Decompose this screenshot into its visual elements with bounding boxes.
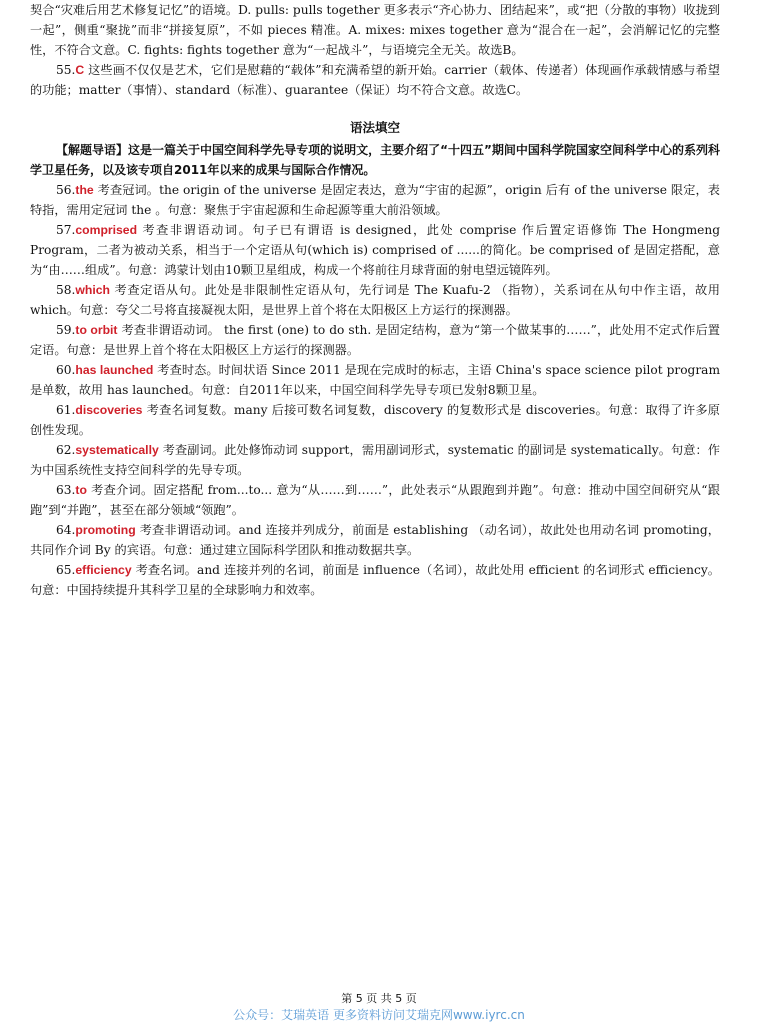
item-number: 63. bbox=[56, 483, 76, 497]
answer-item bbox=[30, 480, 720, 520]
answer-item bbox=[30, 520, 720, 560]
item-text: 考查时态。时间状语 Since 2011 是现在完成时的标志，主语 China's space science pilot program 是单数，故用 has launched。句意：自2011年以来，中国空间科学先导专项已发射8颗卫星。 bbox=[30, 363, 721, 397]
item-answer: comprised bbox=[75, 223, 138, 237]
answer-item bbox=[30, 280, 720, 320]
answer-item bbox=[30, 400, 720, 440]
item-number: 59. bbox=[56, 323, 76, 337]
answer-item bbox=[30, 560, 720, 600]
item-text: 考查非谓语动词。and 连接并列成分，前面是 establishing （动名词），故此处也用动名词 promoting，共同作介词 By 的宾语。句意：通过建立国际科学团队和推动数据共享。 bbox=[30, 523, 720, 557]
item-text: 考查副词。此处修饰动词 support，需用副词形式，systematic 的副词是 systematically。句意：作为中国系统性支持空间科学的先导专项。 bbox=[30, 443, 720, 477]
item-text: 考查名词。and 连接并列的名词，前面是 influence（名词），故此处用 efficient 的名词形式 efficiency。句意：中国持续提升其科学卫星的全球影响力和效率。 bbox=[30, 563, 720, 597]
q55-text: 这些画不仅仅是艺术，它们是慰藉的“载体”和充满希望的新开始。carrier（载体、传递者）体现画作承载情感与希望的功能；matter（事情）、standard（标准）、guarantee（保证）均不符合文意。故选C。 bbox=[30, 63, 720, 97]
footer-watermark-link[interactable]: 公众号：艾瑞英语 更多资料访问艾瑞克网www.iyrc.cn bbox=[233, 1008, 525, 1022]
section-title: 语法填空 bbox=[349, 120, 400, 135]
item-number: 64. bbox=[56, 523, 76, 537]
item-answer: the bbox=[75, 183, 94, 197]
item-text: 考查非谓语动词。句子已有谓语 is designed，此处 comprise 作后置定语修饰 The Hongmeng Program，二者为被动关系，相当于一个定语从句(which is) comprised of ......的简化。be comprised of 是固定搭配，意为“由……组成”。句意：鸿蒙计划由10颗卫星组成，构成一个将前往月球背面的射电望远镜阵列。 bbox=[30, 223, 720, 277]
item-text: 考查介词。固定搭配 from...to... 意为“从……到……”，此处表示“从跟跑到并跑”。句意：推动中国空间研究从“跟跑”到“并跑”，甚至在部分领域“领跑”。 bbox=[30, 483, 720, 517]
item-text: 考查冠词。the origin of the universe 是固定表达，意为“宇宙的起源”，origin 后有 of the universe 限定，表特指，需用定冠词 the 。句意：聚焦于宇宙起源和生命起源等重大前沿领域。 bbox=[30, 183, 720, 217]
answer-item bbox=[30, 440, 720, 480]
answer-list bbox=[30, 180, 720, 600]
item-number: 58. bbox=[56, 283, 76, 297]
item-answer: which bbox=[75, 283, 110, 297]
item-answer: efficiency bbox=[75, 563, 132, 577]
q54-explanation-continued: 契合“灾难后用艺术修复记忆”的语境。D. pulls: pulls together 更多表示“齐心协力、团结起来”，或“把（分散的事物）收拢到一起”，侧重“聚拢”而非“拼接复原”，不如 pieces 精准。A. mixes: mixes together 意为“混合在一起”，会消解记忆的完整性，不符合文意。C. fights: fights together 意为“一起战斗”，与语境完全无关。故选B。 bbox=[30, 3, 720, 57]
answer-item bbox=[30, 220, 720, 280]
item-text: 考查非谓语动词。 the first (one) to do sth. 是固定结构，意为“第一个做某事的……”，此处用不定式作后置定语。句意：是世界上首个将在太阳极区上方运行的探测器。 bbox=[30, 323, 720, 357]
q55-explanation bbox=[30, 60, 720, 100]
item-number: 65. bbox=[56, 563, 76, 577]
item-answer: to orbit bbox=[75, 323, 118, 337]
item-number: 57. bbox=[56, 223, 76, 237]
q55-number: 55. bbox=[56, 63, 76, 77]
answer-item bbox=[30, 180, 720, 220]
item-number: 56. bbox=[56, 183, 76, 197]
answer-item bbox=[30, 360, 720, 400]
document-body bbox=[30, 0, 720, 600]
item-number: 62. bbox=[56, 443, 76, 457]
section-guide: 【解题导语】这是一篇关于中国空间科学先导专项的说明文，主要介绍了“十四五”期间中国科学院国家空间科学中心的系列科学卫星任务，以及该专项自2011年以来的成果与国际合作情况。 bbox=[30, 143, 720, 177]
item-number: 60. bbox=[56, 363, 76, 377]
item-answer: promoting bbox=[75, 523, 136, 537]
item-number: 61. bbox=[56, 403, 76, 417]
answer-item bbox=[30, 320, 720, 360]
item-answer: discoveries bbox=[75, 403, 143, 417]
page-number: 第 5 页 共 5 页 bbox=[341, 992, 417, 1005]
item-text: 考查名词复数。many 后接可数名词复数，discovery 的复数形式是 discoveries。句意：取得了许多原创性发现。 bbox=[30, 403, 720, 437]
item-answer: systematically bbox=[75, 443, 159, 457]
item-answer: has launched bbox=[75, 363, 154, 377]
item-text: 考查定语从句。此处是非限制性定语从句，先行词是 The Kuafu-2 （指物），关系词在从句中作主语，故用 which。句意：夸父二号将直接凝视太阳，是世界上首个将在太阳极区上方运行的探测器。 bbox=[30, 283, 720, 317]
q55-answer: C bbox=[75, 63, 85, 77]
item-answer: to bbox=[75, 483, 87, 497]
